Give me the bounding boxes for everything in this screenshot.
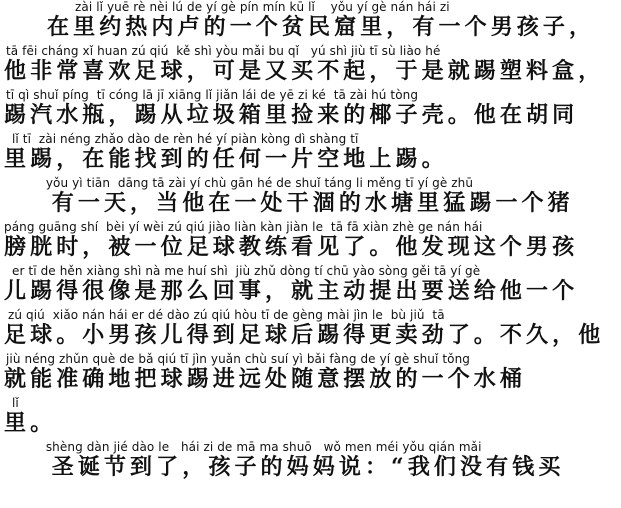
- hanzi-line: 里踢，在能找到的任何一片空地上踢。: [4, 146, 448, 172]
- hanzi-line: 有一天，当他在一处干涸的水塘里猛踢一个猪: [40, 190, 574, 216]
- text-line-2: [0, 44, 621, 88]
- text-line-3: [0, 88, 621, 132]
- pinyin-line: tī qì shuǐ píng tī cóng lā jī xiāng lǐ jiǎn lái de yē zi ké tā zài hú tòng: [6, 88, 419, 102]
- pinyin-line: shèng dàn jié dào le hái zi de mā ma shuō wǒ men méi yǒu qián mǎi: [38, 440, 482, 454]
- text-line-5: [0, 176, 621, 220]
- text-line-6: [0, 220, 621, 264]
- hanzi-line: 圣诞节到了，孩子的妈妈说：“我们没有钱买: [40, 454, 565, 480]
- pinyin-line: lǐ tī zài néng zhǎo dào de rèn hé yí piàn kòng dì shàng tī: [12, 132, 359, 146]
- hanzi-line: 膀胱时，被一位足球教练看见了。他发现这个男孩: [4, 234, 579, 260]
- pinyin-line: tā fēi cháng xǐ huan zú qiú kě shì yòu mǎi bu qǐ yú shì jiù tī sù liào hé: [6, 44, 441, 58]
- hanzi-line: 足球。小男孩儿得到足球后踢得更卖劲了。不久，他: [4, 322, 605, 348]
- text-line-1: [0, 0, 621, 44]
- text-line-4: [0, 132, 621, 176]
- pinyin-line: yǒu yì tiān dāng tā zài yí chù gān hé de shuǐ táng li měng tī yí gè zhū: [38, 176, 474, 190]
- text-line-7: [0, 264, 621, 308]
- hanzi-line: 踢汽水瓶，踢从垃圾箱里捡来的椰子壳。他在胡同: [4, 102, 579, 128]
- hanzi-line: 就能准确地把球踢进远处随意摆放的一个水桶: [4, 366, 527, 392]
- text-line-9: [0, 352, 621, 396]
- pinyin-line: páng guāng shí bèi yí wèi zú qiú jiào liàn kàn jiàn le tā fā xiàn zhè ge nán hái: [4, 220, 483, 234]
- pinyin-line: zú qiú xiǎo nán hái er dé dào zú qiú hòu tī de gèng mài jìn le bù jiǔ tā: [8, 308, 445, 322]
- pinyin-line: er tī de hěn xiàng shì nà me huí shì jiù zhǔ dòng tí chū yào sòng gěi tā yí gè: [12, 264, 481, 278]
- pinyin-line: jiù néng zhǔn què de bǎ qiú tī jìn yuǎn chù suí yì bǎi fàng de yí gè shuǐ tǒng: [6, 352, 471, 366]
- hanzi-line: 在里约热内卢的一个贫民窟里，有一个男孩子，: [47, 14, 596, 40]
- text-line-10: [0, 396, 621, 440]
- hanzi-line: 里。: [4, 410, 57, 436]
- pinyin-line: lǐ: [12, 396, 19, 410]
- hanzi-line: 他非常喜欢足球，可是又买不起，于是就踢塑料盒，: [4, 58, 605, 84]
- text-line-11: [0, 440, 621, 484]
- hanzi-line: 儿踢得很像是那么回事，就主动提出要送给他一个: [4, 278, 579, 304]
- text-line-8: [0, 308, 621, 352]
- pinyin-line: zài lǐ yuē rè nèi lú de yí gè pín mín kū lǐ yǒu yí gè nán hái zi: [75, 0, 450, 14]
